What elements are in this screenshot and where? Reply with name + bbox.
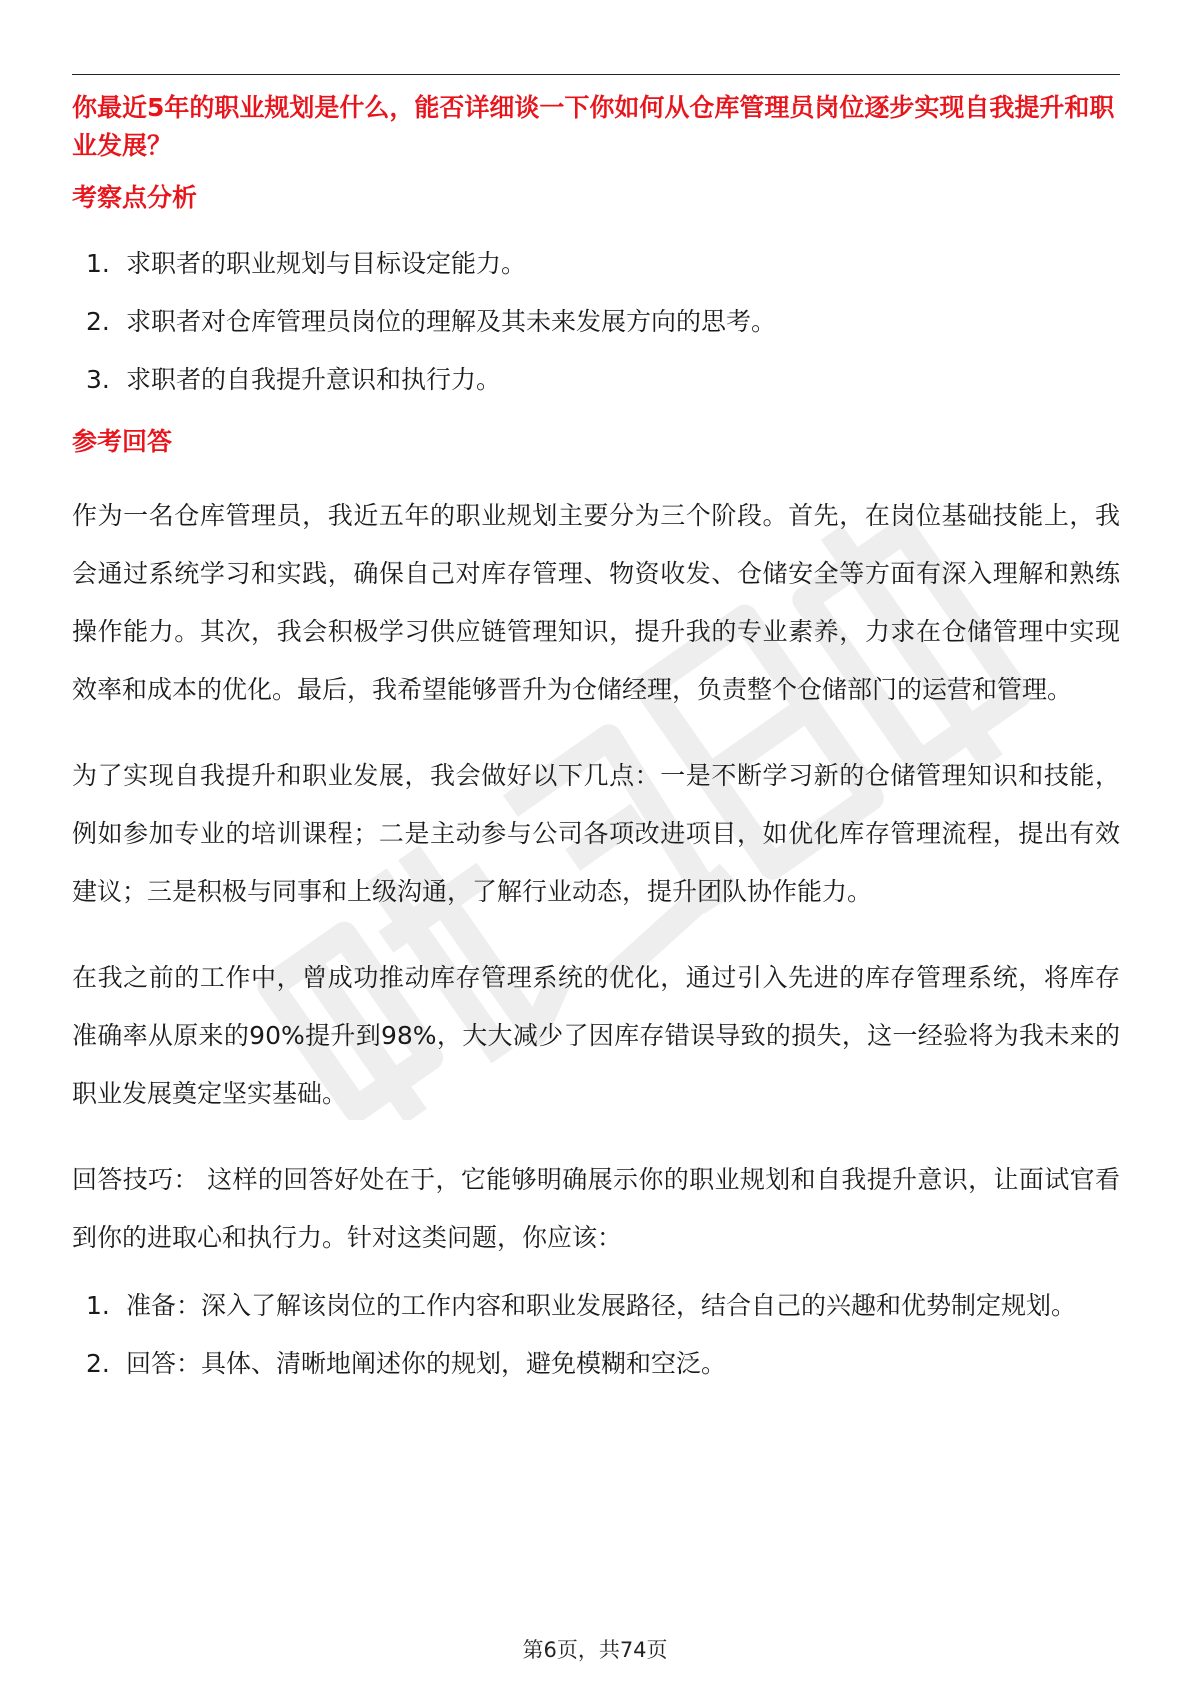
list-text: 求职者的职业规划与目标设定能力。 [126,249,527,278]
list-number: 1. [86,249,110,278]
list-item [72,351,1120,409]
analysis-list [72,235,1120,409]
list-text: 求职者的自我提升意识和执行力。 [126,365,502,394]
list-item [72,235,1120,293]
page-footer: 第6页，共74页 [522,1638,668,1662]
tips-list [72,1277,1120,1393]
list-item [72,1277,1120,1335]
list-text: 准备：深入了解该岗位的工作内容和职业发展路径，结合自己的兴趣和优势制定规划。 [126,1291,1077,1320]
list-text: 回答：具体、清晰地阐述你的规划，避免模糊和空泛。 [126,1349,727,1378]
analysis-title: 考察点分析 [72,183,198,212]
list-number: 2. [86,1349,110,1378]
list-number: 3. [86,365,110,394]
top-divider [72,74,1120,75]
list-number: 2. [86,307,110,336]
list-item [72,293,1120,351]
list-number: 1. [86,1291,110,1320]
answer-paragraph: 为了实现自我提升和职业发展，我会做好以下几点：一是不断学习新的仓储管理知识和技能，例如参加专业的培训课程；二是主动参与公司各项改进项目，如优化库存管理流程，提出有效建议；三是积极与同事和上级沟通，了解行业动态，提升团队协作能力。 [72,761,1120,906]
list-text: 求职者对仓库管理员岗位的理解及其未来发展方向的思考。 [126,307,777,336]
answer-paragraph: 在我之前的工作中，曾成功推动库存管理系统的优化，通过引入先进的库存管理系统，将库存准确率从原来的90%提升到98%，大大减少了因库存错误导致的损失，这一经验将为我未来的职业发展奠定坚实基础。 [72,963,1120,1108]
document-page [72,74,1120,1634]
question-heading: 你最近5年的职业规划是什么，能否详细谈一下你如何从仓库管理员岗位逐步实现自我提升和职业发展？ [72,93,1115,160]
answer-title: 参考回答 [72,427,173,456]
list-item [72,1335,1120,1393]
answer-paragraph: 作为一名仓库管理员，我近五年的职业规划主要分为三个阶段。首先，在岗位基础技能上，我会通过系统学习和实践，确保自己对库存管理、物资收发、仓储安全等方面有深入理解和熟练操作能力。其次，我会积极学习供应链管理知识，提升我的专业素养，力求在仓储管理中实现效率和成本的优化。最后，我希望能够晋升为仓储经理，负责整个仓储部门的运营和管理。 [72,501,1120,704]
tips-intro: 回答技巧： 这样的回答好处在于，它能够明确展示你的职业规划和自我提升意识，让面试官看到你的进取心和执行力。针对这类问题，你应该： [72,1165,1120,1252]
